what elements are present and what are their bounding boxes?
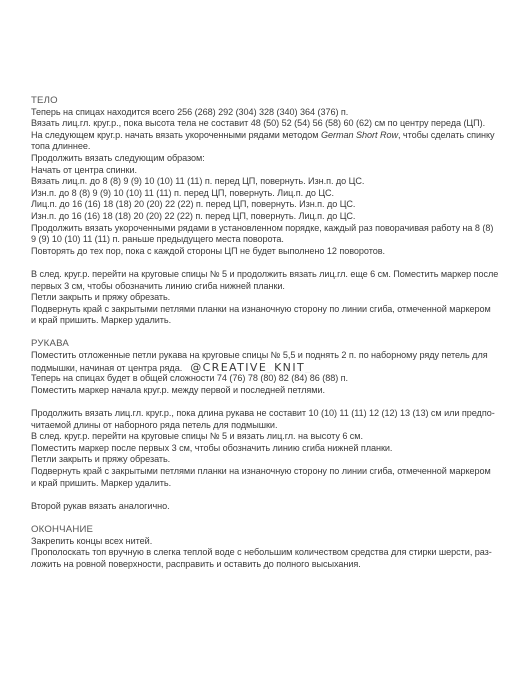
paragraph-line: Подвернуть край с закрытыми петлями планки на изнаночную сторону по линии сгиба, отмеченной маркером xyxy=(31,466,491,476)
paragraph-line: Изн.п. до 8 (8) 9 (9) 10 (10) 11 (11) п. перед ЦП, повернуть. Лиц.п. до ЦС. xyxy=(31,187,334,198)
text-run: , чтобы сделать спинку xyxy=(397,129,495,140)
paragraph-line: Теперь на спицах будет в общей сложности 74 (76) 78 (80) 82 (84) 86 (88) п. xyxy=(31,373,349,384)
paragraph-line: Теперь на спицах находится всего 256 (268) 292 (304) 328 (340) 364 (376) п. xyxy=(31,106,349,117)
paragraph-line xyxy=(31,362,509,374)
paragraph-line: Поместить отложенные петли рукава на круговые спицы № 5,5 и поднять 2 п. по наборному ряду петель для xyxy=(31,350,488,361)
paragraph-line: Закрепить концы всех нитей. xyxy=(31,535,153,546)
paragraph-line: Начать от центра спинки. xyxy=(31,164,137,175)
paragraph-line: Лиц.п. до 16 (16) 18 (18) 20 (20) 22 (22) п. перед ЦП, повернуть. Изн.п. до ЦС. xyxy=(31,199,356,210)
paragraph-line: Продолжить вязать следующим образом: xyxy=(31,152,205,163)
text-run: подмышки, начиная от центра ряда. xyxy=(31,362,183,373)
paragraph-line: Повторять до тех пор, пока с каждой стороны ЦП не будет выполнено 12 поворотов. xyxy=(31,245,386,256)
paragraph-line: Второй рукав вязать аналогично. xyxy=(31,500,170,511)
paragraph-line: Петли закрыть и пряжу обрезать. xyxy=(31,292,171,303)
paragraph-line: Вязать лиц.п. до 8 (8) 9 (9) 10 (10) 11 (11) п. перед ЦП, повернуть. Изн.п. до ЦС. xyxy=(31,176,365,187)
paragraph-line: ложить на ровной поверхности, расправить и оставить до полного высыхания. xyxy=(31,558,361,569)
paragraph-line: Вязать лиц.гл. круг.р., пока высота тела не составит 48 (50) 52 (54) 56 (58) 60 (62) см по центру переда (ЦП). xyxy=(31,118,486,129)
paragraph-line xyxy=(31,130,509,142)
italic-term: German Short Row xyxy=(320,129,398,140)
section-heading-rukava: РУКАВА xyxy=(31,338,69,350)
paragraph-line: первых 3 см, чтобы обозначить линию сгиба нижней планки. xyxy=(31,280,285,291)
paragraph-line: Подвернуть край с закрытыми петлями планки на изнаночную сторону по линии сгиба, отмеченной маркером xyxy=(31,303,491,314)
paragraph-line: 9 (9) 10 (10) 11 (11) п. раньше предыдущего места поворота. xyxy=(31,234,284,245)
paragraph-line: Прополоскать топ вручную в слегка теплой воде с небольшим количеством средства для стирки шерсти, раз- xyxy=(31,547,492,558)
paragraph-line: Петли закрыть и пряжу обрезать. xyxy=(31,454,171,465)
section-heading-telo: ТЕЛО xyxy=(31,95,58,106)
watermark-text: @CREATIVE_KNIT_ xyxy=(190,361,312,374)
paragraph-line: и край пришить. Маркер удалить. xyxy=(31,477,172,488)
paragraph-line: Продолжить вязать укороченными рядами в установленном порядке, каждый раз поворачивая работу на 8 (8) xyxy=(31,222,494,233)
document-body xyxy=(31,95,509,570)
paragraph-line: и край пришить. Маркер удалить. xyxy=(31,315,172,326)
section-heading-okonchanie: ОКОНЧАНИЕ xyxy=(31,523,94,535)
text-run: На следующем круг.р. начать вязать укороченными рядами методом xyxy=(31,129,321,140)
paragraph-line: читаемой длины от наборного ряда петель для подмышки. xyxy=(31,419,278,430)
paragraph-line: топа длиннее. xyxy=(31,141,91,152)
paragraph-line: Поместить маркер после первых 3 см, чтобы обозначить линию сгиба нижней планки. xyxy=(31,442,393,453)
paragraph-line: Продолжить вязать лиц.гл. круг.р., пока длина рукава не составит 10 (10) 11 (11) 12 (12) 13 (13) см или предпо- xyxy=(31,408,495,419)
paragraph-line: В след. круг.р. перейти на круговые спицы № 5 и продолжить вязать лиц.гл. еще 6 см. Поместить маркер после xyxy=(31,268,499,279)
paragraph-line: Поместить маркер начала круг.р. между первой и последней петлями. xyxy=(31,384,325,395)
paragraph-line: В след. круг.р. перейти на круговые спицы № 5 и вязать лиц.гл. на высоту 6 см. xyxy=(31,431,363,442)
paragraph-line: Изн.п. до 16 (16) 18 (18) 20 (20) 22 (22) п. перед ЦП, повернуть. Лиц.п. до ЦС. xyxy=(31,210,356,221)
